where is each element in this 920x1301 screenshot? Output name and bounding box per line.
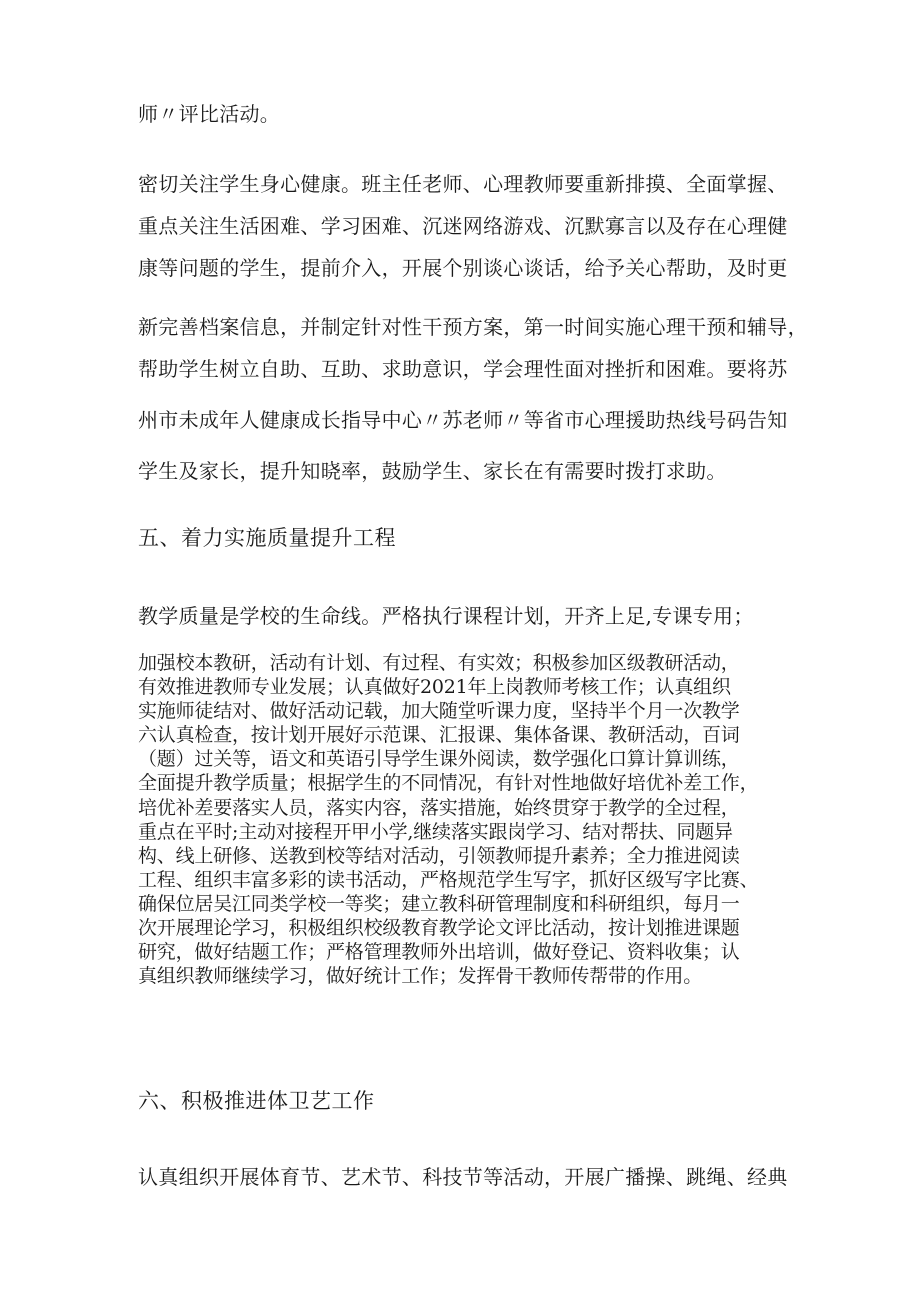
text-line: 康等问题的学生，提前介入，开展个别谈心谈话，给予关心帮助，及时更 — [138, 256, 788, 280]
text-line: 重点关注生活困难、学习困难、沉迷网络游戏、沉默寡言以及存在心理健 — [138, 214, 788, 238]
text-line: （题）过关等，语文和英语引导学生课外阅读，数学强化口算计算训练， — [138, 748, 740, 771]
text-line: 次开展理论学习，积极组织校级教育教学论文评比活动，按计划推进课题 — [138, 917, 740, 940]
section-heading: 六、积极推进体卫艺工作 — [138, 1089, 375, 1113]
text-line: 培优补差要落实人员，落实内容，落实措施，始终贯穿于教学的全过程， — [138, 796, 740, 819]
text-line: 真组织教师继续学习，做好统计工作；发挥骨干教师传帮带的作用。 — [138, 965, 703, 988]
text-line: 认真组织开展体育节、艺术节、科技节等活动，开展广播操、跳绳、经典 — [138, 1165, 788, 1189]
text-line: 有效推进教师专业发展；认真做好2021年上岗教师考核工作；认真组织 — [138, 676, 731, 699]
text-line: 帮助学生树立自助、互助、求助意识，学会理性面对挫折和困难。要将苏 — [138, 357, 788, 381]
text-line: 州市未成年人健康成长指导中心〃苏老师〃等省市心理援助热线号码告知 — [138, 408, 788, 432]
text-line: 密切关注学生身心健康。班主任老师、心理教师要重新排摸、全面掌握、 — [138, 172, 788, 196]
text-line: 六认真检查，按计划开展好示范课、汇报课、集体备课、教研活动，百词 — [138, 724, 740, 747]
text-line: 实施师徒结对、做好活动记载，加大随堂听课力度，坚持半个月一次教学 — [138, 700, 740, 723]
text-line: 工程、组织丰富多彩的读书活动，严格规范学生写字，抓好区级写字比赛、 — [138, 868, 759, 891]
text-line: 加强校本教研，活动有计划、有过程、有实效；积极参加区级教研活动， — [138, 652, 740, 674]
text-line: 重点在平时;主动对接程开甲小学,继续落实跟岗学习、结对帮扶、同题异 — [138, 820, 733, 843]
text-line: 新完善档案信息，并制定针对性干预方案，第一时间实施心理干预和辅导， — [138, 315, 808, 339]
section-heading: 五、着力实施质量提升工程 — [138, 526, 396, 550]
text-line: 师〃评比活动。 — [138, 102, 281, 126]
text-line: 研究，做好结题工作；严格管理教师外出培训，做好登记、资料收集；认 — [138, 941, 740, 964]
text-line: 确保位居吴江同类学校一等奖；建立教科研管理制度和科研组织，每月一 — [138, 892, 740, 915]
paragraph-block — [138, 651, 804, 988]
text-line: 学生及家长，提升知晓率，鼓励学生、家长在有需要时拨打求助。 — [138, 459, 727, 483]
text-line: 构、线上研修、送教到校等结对活动，引领教师提升素养；全力推进阅读 — [138, 844, 740, 867]
text-line: 教学质量是学校的生命线。严格执行课程计划，开齐上足,专课专用； — [138, 604, 754, 628]
text-line: 全面提升教学质量；根据学生的不同情况，有针对性地做好培优补差工作， — [138, 772, 759, 795]
